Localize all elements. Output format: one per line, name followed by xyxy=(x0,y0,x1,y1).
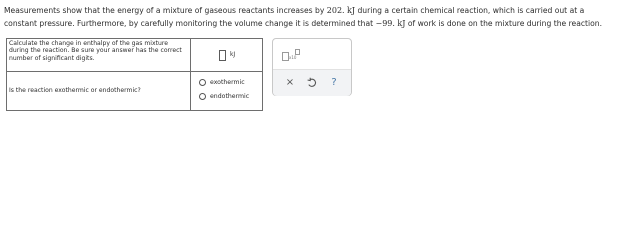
enthalpy-answer-input[interactable] xyxy=(219,50,226,61)
close-icon: × xyxy=(285,77,295,88)
undo-button[interactable] xyxy=(306,77,318,89)
energy-value: 202. xyxy=(326,6,345,15)
exponent-box xyxy=(295,49,300,55)
problem-text: during a certain chemical reaction, which is carried out at a xyxy=(355,6,585,15)
endothermic-label: endothermic xyxy=(210,92,250,100)
times-ten-label: x10 xyxy=(289,55,297,60)
scientific-notation-button[interactable] xyxy=(282,49,298,61)
enthalpy-unit: kJ xyxy=(229,51,236,59)
base-box xyxy=(282,52,289,61)
option-exothermic[interactable] xyxy=(199,79,262,86)
problem-text: Measurements show that the energy of a mixture of gaseous reactants increases by xyxy=(4,6,327,15)
question-text-enthalpy: Calculate the change in enthalpy of the gas mixture during the reaction. Be sure your answer has the correct number of significant digits. xyxy=(7,39,191,72)
work-value: −99. xyxy=(375,19,395,28)
work-unit: kJ xyxy=(397,19,406,28)
energy-unit: kJ xyxy=(347,6,356,15)
exothermic-radio[interactable] xyxy=(199,79,206,86)
undo-icon xyxy=(306,77,318,89)
endothermic-radio[interactable] xyxy=(199,93,206,100)
question-text-exothermic: Is the reaction exothermic or endothermic? xyxy=(7,72,191,111)
answer-tools-panel xyxy=(272,38,352,96)
clear-button[interactable] xyxy=(284,77,296,89)
options-cell xyxy=(191,72,263,111)
problem-statement xyxy=(4,4,620,30)
panel-footer xyxy=(273,69,351,96)
option-endothermic[interactable] xyxy=(199,93,262,100)
help-button[interactable] xyxy=(328,77,340,89)
help-icon: ? xyxy=(331,77,337,88)
exothermic-label: exothermic xyxy=(210,79,245,87)
question-table xyxy=(6,38,263,111)
question-row-enthalpy xyxy=(7,39,263,72)
question-row-exothermic xyxy=(7,72,263,111)
problem-text: constant pressure. Furthermore, by carefully monitoring the volume change it is determined that xyxy=(4,19,376,28)
problem-text: of work is done on the mixture during the reaction. xyxy=(405,19,603,28)
answer-cell xyxy=(191,39,263,72)
